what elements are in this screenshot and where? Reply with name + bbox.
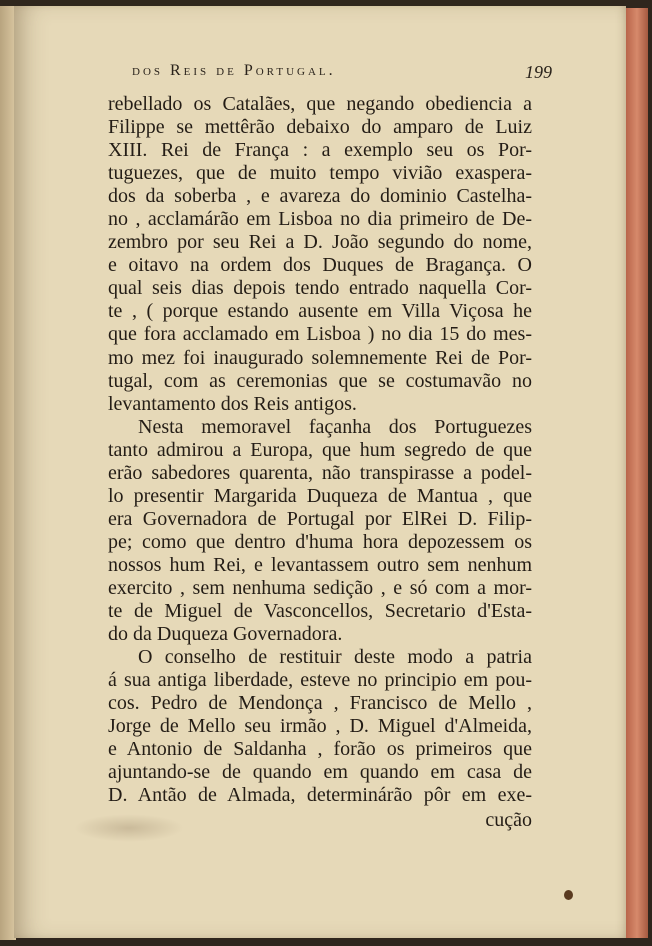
text-line: tuguezes, que de muito tempo vivião exasperа- bbox=[108, 162, 532, 185]
text-line: á sua antiga liberdade, esteve no principio em pou- bbox=[108, 669, 532, 692]
text-line: pe; como que dentro d'huma hora depozessem os bbox=[108, 530, 532, 553]
text-line: O conselho de restituir deste modo a patria bbox=[138, 646, 532, 669]
text-line: erão sabedores quarenta, não transpirasse a podel- bbox=[108, 461, 532, 484]
page-number: 199 bbox=[525, 62, 552, 82]
text-line: te , ( porque estando ausente em Villa Viçosa he bbox=[108, 300, 532, 323]
text-line: e Antonio de Saldanha , forão os primeiros que bbox=[108, 738, 532, 761]
text-line: nossos hum Rei, e levantassem outro sem nenhum bbox=[108, 553, 532, 576]
text-line: levantamento dos Reis antigos. bbox=[108, 392, 357, 415]
text-line: dos da soberba , e avareza do dominio Castelha- bbox=[108, 185, 532, 208]
text-line: Filippe se mettêrão debaixo do amparo de Luiz bbox=[108, 116, 532, 139]
text-line: zembro por seu Rei a D. João segundo do nome, bbox=[108, 231, 532, 254]
text-line: te de Miguel de Vasconcellos, Secretario d'Esta- bbox=[108, 600, 532, 623]
text-line: ajuntando-se de quando em quando em casa de bbox=[108, 761, 532, 784]
page-header bbox=[132, 58, 552, 88]
text-line: tanto admirou a Europa, que hum segredo de que bbox=[108, 438, 532, 461]
text-line: XIII. Rei de França : a exemplo seu os Por- bbox=[108, 139, 532, 162]
body-text bbox=[108, 93, 532, 833]
text-line: tugal, com as ceremonias que se costumavão no bbox=[108, 369, 532, 392]
text-line: lo presentir Margarida Duqueza de Mantua , que bbox=[108, 484, 532, 507]
text-line: exercito , sem nenhuma sedição , e só com a mor- bbox=[108, 576, 532, 599]
text-line: Jorge de Mello seu irmão , D. Miguel d'Almeida, bbox=[108, 715, 532, 738]
text-line: mo mez foi inaugurado solemnemente Rei de Por- bbox=[108, 346, 532, 369]
ink-spot bbox=[564, 890, 573, 900]
catchword: cução bbox=[485, 809, 532, 832]
red-page-edges bbox=[626, 8, 648, 938]
text-line: no , acclamárão em Lisboa no dia primeiro de De- bbox=[108, 208, 532, 231]
text-line: do da Duqueza Governadora. bbox=[108, 623, 343, 646]
text-line: cos. Pedro de Mendonça , Francisco de Mello , bbox=[108, 692, 532, 715]
text-line: era Governadora de Portugal por ElRei D. Filip- bbox=[108, 507, 532, 530]
running-head: dos Reis de Portugal. bbox=[132, 62, 336, 79]
text-line: rebellado os Catalães, que negando obediencia a bbox=[108, 93, 532, 115]
text-line: qual seis dias depois tendo entrado naquella Cor- bbox=[108, 277, 532, 300]
text-line: que fora acclamado em Lisboa ) no dia 15 do mes- bbox=[108, 323, 532, 346]
text-line: Nesta memoravel façanha dos Portuguezes bbox=[138, 415, 532, 438]
text-line: D. Antão de Almada, determinárão pôr em exe- bbox=[108, 784, 532, 807]
text-line: e oitavo na ordem dos Duques de Bragança. O bbox=[108, 254, 532, 277]
